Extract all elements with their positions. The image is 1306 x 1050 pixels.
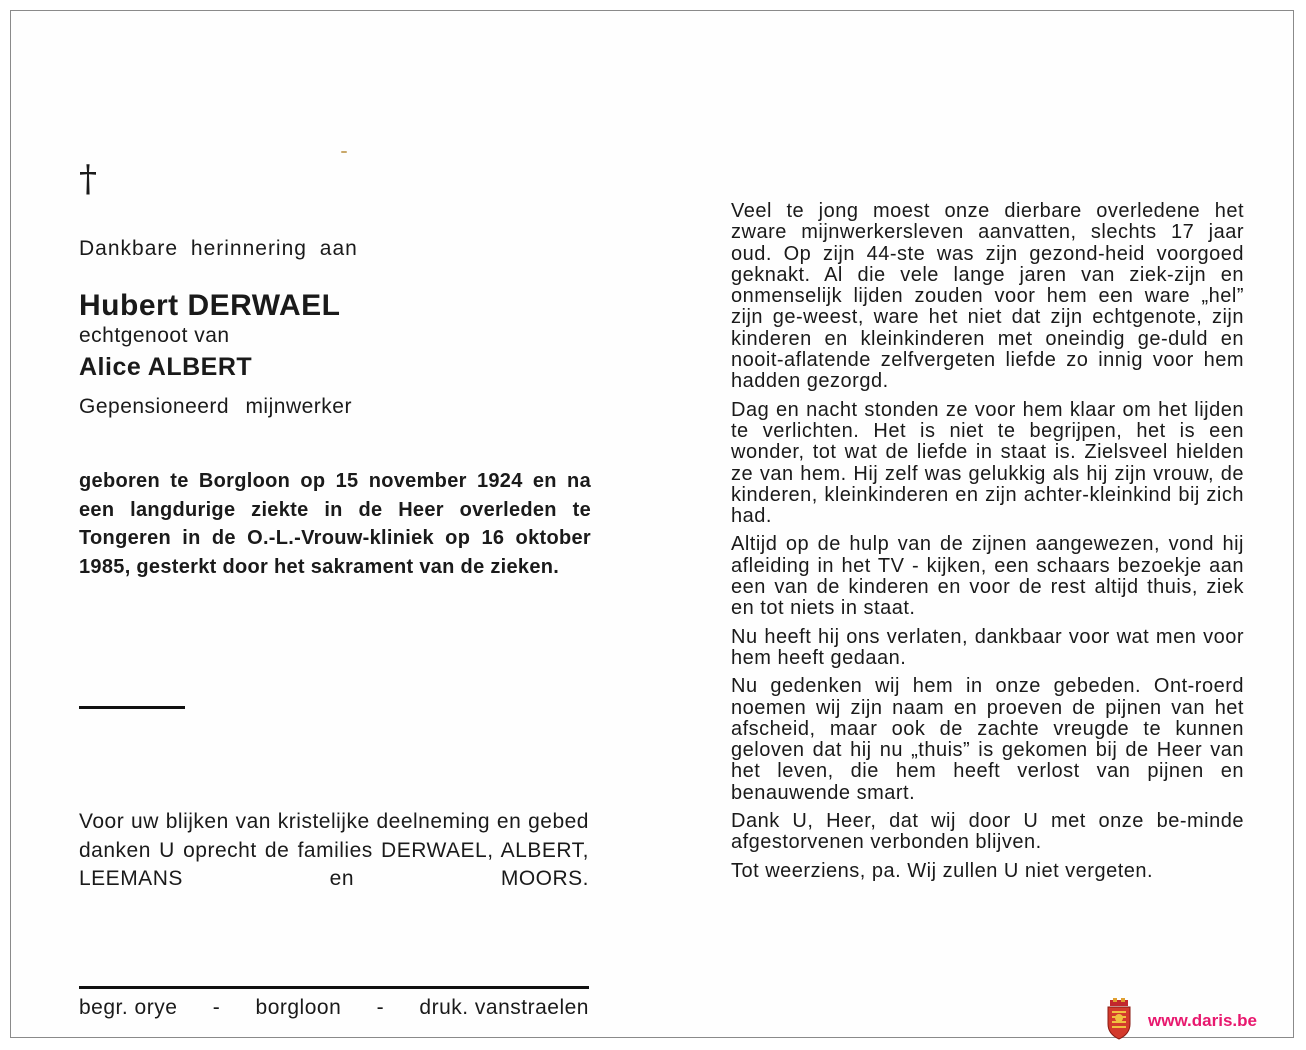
printer-line	[79, 996, 589, 1020]
biography-text: geboren te Borgloon op 15 november 1924 en na een langdurige ziekte in de Heer overleden te Tongeren in de O.-L.-Vrouw-kliniek op 16 oktober 1985, gesterkt door het sakrament van de zieken.	[79, 470, 591, 578]
divider-short	[79, 706, 185, 709]
paper-speck	[341, 151, 347, 153]
deceased-name: Hubert DERWAEL	[79, 289, 341, 322]
paragraph: Nu heeft hij ons verlaten, dankbaar voor wat men voor hem heeft gedaan.	[731, 625, 1244, 669]
printer-separator: -	[376, 996, 385, 1019]
thanks-text: Voor uw blijken van kristelijke deelneming en gebed danken U oprecht de families DERWAEL, ALBERT, LEEMANS en MOORS.	[79, 810, 589, 890]
printer-separator: -	[212, 996, 221, 1019]
watermark-site[interactable]: www.daris.be	[1148, 1011, 1257, 1030]
paragraph: Dag en nacht stonden ze voor hem klaar om het lijden te verlichten. Het is niet te begrijpen, het is een wonder, tot wat de liefde in staat is. Zielsveel hielden ze van hem. Hij zelf was gelukkig als hij zijn vrouw, de kinderen, kleinkinderen en zijn achter-kleinkind bij zich had.	[731, 398, 1244, 528]
divider-long	[79, 986, 589, 989]
paragraph: Tot weerziens, pa. Wij zullen U niet vergeten.	[731, 859, 1154, 882]
paragraph: Veel te jong moest onze dierbare overledene het zware mijnwerkersleven aanvatten, slechts 17 jaar oud. Op zijn 44-ste was zijn gezond-heid voorgoed geknakt. Al die vele lange jaren van ziek-zijn en onmenselijk lijden zouden voor hem een ware „hel” zijn ge-weest, ware het niet dat zijn echtgenote, zijn kinderen en kleinkinderen met oneindig ge-duld en nooit-aflatende zelfvergeten liefde zo innig voor hem hadden gezorgd.	[731, 200, 1244, 393]
paragraph: Dank U, Heer, dat wij door U met onze be-minde afgestorvenen verbonden blijven.	[731, 810, 1244, 854]
spouse-relation: echtgenoot van	[79, 324, 230, 347]
printer-part: begr. orye	[79, 996, 178, 1019]
paragraph: Altijd op de hulp van de zijnen aangewezen, vond hij afleiding in het TV - kijken, een schaars bezoekje aan een van de kinderen en voor de rest altijd thuis, ziek en tot niets in staat.	[731, 533, 1244, 620]
printer-part: druk. vanstraelen	[419, 996, 589, 1019]
coat-of-arms-icon	[1104, 998, 1134, 1040]
intro-text: Dankbare herinnering aan	[79, 237, 358, 260]
memorial-card	[10, 10, 1294, 1038]
memorial-text-column	[731, 201, 1244, 889]
cross-icon: †	[79, 159, 97, 200]
printer-part: borgloon	[255, 996, 342, 1019]
paragraph: Nu gedenken wij hem in onze gebeden. Ont-roerd noemen wij zijn naam en proeven de pijnen van het afscheid, maar ook de zachte vreugde te kunnen geloven dat hij nu „thuis” is gekomen bij de Heer van het leven, die hem heeft verlost van pijnen en benauwende smart.	[731, 675, 1244, 804]
occupation: Gepensioneerd mijnwerker	[79, 395, 352, 418]
spouse-name: Alice ALBERT	[79, 353, 253, 381]
